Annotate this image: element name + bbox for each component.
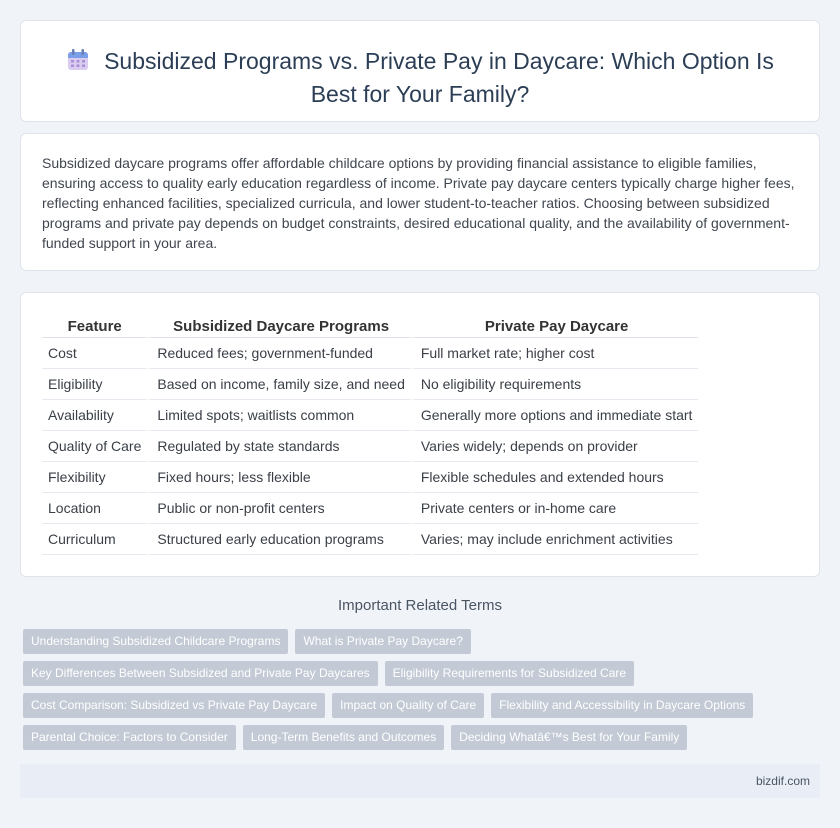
related-terms-heading: Important Related Terms	[338, 597, 502, 614]
intro-card	[20, 133, 820, 271]
comparison-table	[42, 315, 698, 555]
related-term-tag[interactable]: Eligibility Requirements for Subsidized Care	[385, 661, 634, 686]
table-cell: Full market rate; higher cost	[411, 338, 699, 369]
related-term-tag[interactable]: Understanding Subsidized Childcare Programs	[23, 629, 288, 654]
table-row	[42, 369, 698, 400]
related-term-tag[interactable]: Deciding Whatâ€™s Best for Your Family	[451, 725, 687, 750]
table-cell: Flexibility	[42, 462, 147, 493]
comparison-card	[20, 292, 820, 577]
table-cell: Quality of Care	[42, 431, 147, 462]
related-term-tag[interactable]: Long-Term Benefits and Outcomes	[243, 725, 444, 750]
table-cell: Private centers or in-home care	[411, 493, 699, 524]
table-cell: Eligibility	[42, 369, 147, 400]
calendar-icon	[66, 48, 90, 72]
column-header-subsidized: Subsidized Daycare Programs	[147, 315, 410, 338]
table-cell: Cost	[42, 338, 147, 369]
related-term-tag[interactable]: Flexibility and Accessibility in Daycare Options	[491, 693, 753, 718]
table-cell: Reduced fees; government-funded	[147, 338, 410, 369]
table-cell: Regulated by state standards	[147, 431, 410, 462]
footer-site-link[interactable]: bizdif.com	[755, 774, 810, 788]
table-cell: Flexible schedules and extended hours	[411, 462, 699, 493]
table-cell: Varies; may include enrichment activities	[411, 524, 699, 555]
related-term-tag[interactable]: Impact on Quality of Care	[332, 693, 484, 718]
related-term-tag[interactable]: Cost Comparison: Subsidized vs Private Pay Daycare	[23, 693, 325, 718]
column-header-private: Private Pay Daycare	[411, 315, 699, 338]
table-cell: Location	[42, 493, 147, 524]
table-row	[42, 493, 698, 524]
table-cell: Varies widely; depends on provider	[411, 431, 699, 462]
column-header-feature: Feature	[42, 315, 147, 338]
table-cell: Fixed hours; less flexible	[147, 462, 410, 493]
title-card	[20, 20, 820, 122]
table-cell: Curriculum	[42, 524, 147, 555]
table-cell: Public or non-profit centers	[147, 493, 410, 524]
table-cell: Generally more options and immediate start	[411, 400, 699, 431]
table-cell: Structured early education programs	[147, 524, 410, 555]
footer	[20, 764, 820, 798]
related-term-tag[interactable]: Parental Choice: Factors to Consider	[23, 725, 236, 750]
table-cell: No eligibility requirements	[411, 369, 699, 400]
table-header-row	[42, 315, 698, 338]
table-row	[42, 338, 698, 369]
table-row	[42, 400, 698, 431]
page-title-wrap	[21, 45, 819, 111]
page-title: Subsidized Programs vs. Private Pay in Daycare: Which Option Is Best for Your Family?	[104, 48, 774, 107]
intro-paragraph: Subsidized daycare programs offer affordable childcare options by providing financial assistance to eligible families, ensuring access to quality early education regardless of income. Private pay daycare centers typically charge higher fees, reflecting enhanced facilities, specialized curricula, and lower student-to-teacher ratios. Choosing between subsidized programs and private pay depends on budget constraints, desired educational quality, and the availability of government-funded support in your area.	[42, 155, 795, 251]
table-cell: Based on income, family size, and need	[147, 369, 410, 400]
table-row	[42, 431, 698, 462]
table-cell: Limited spots; waitlists common	[147, 400, 410, 431]
related-term-tag[interactable]: Key Differences Between Subsidized and Private Pay Daycares	[23, 661, 378, 686]
related-terms-list	[23, 629, 823, 757]
table-cell: Availability	[42, 400, 147, 431]
table-row	[42, 462, 698, 493]
related-term-tag[interactable]: What is Private Pay Daycare?	[295, 629, 470, 654]
table-row	[42, 524, 698, 555]
